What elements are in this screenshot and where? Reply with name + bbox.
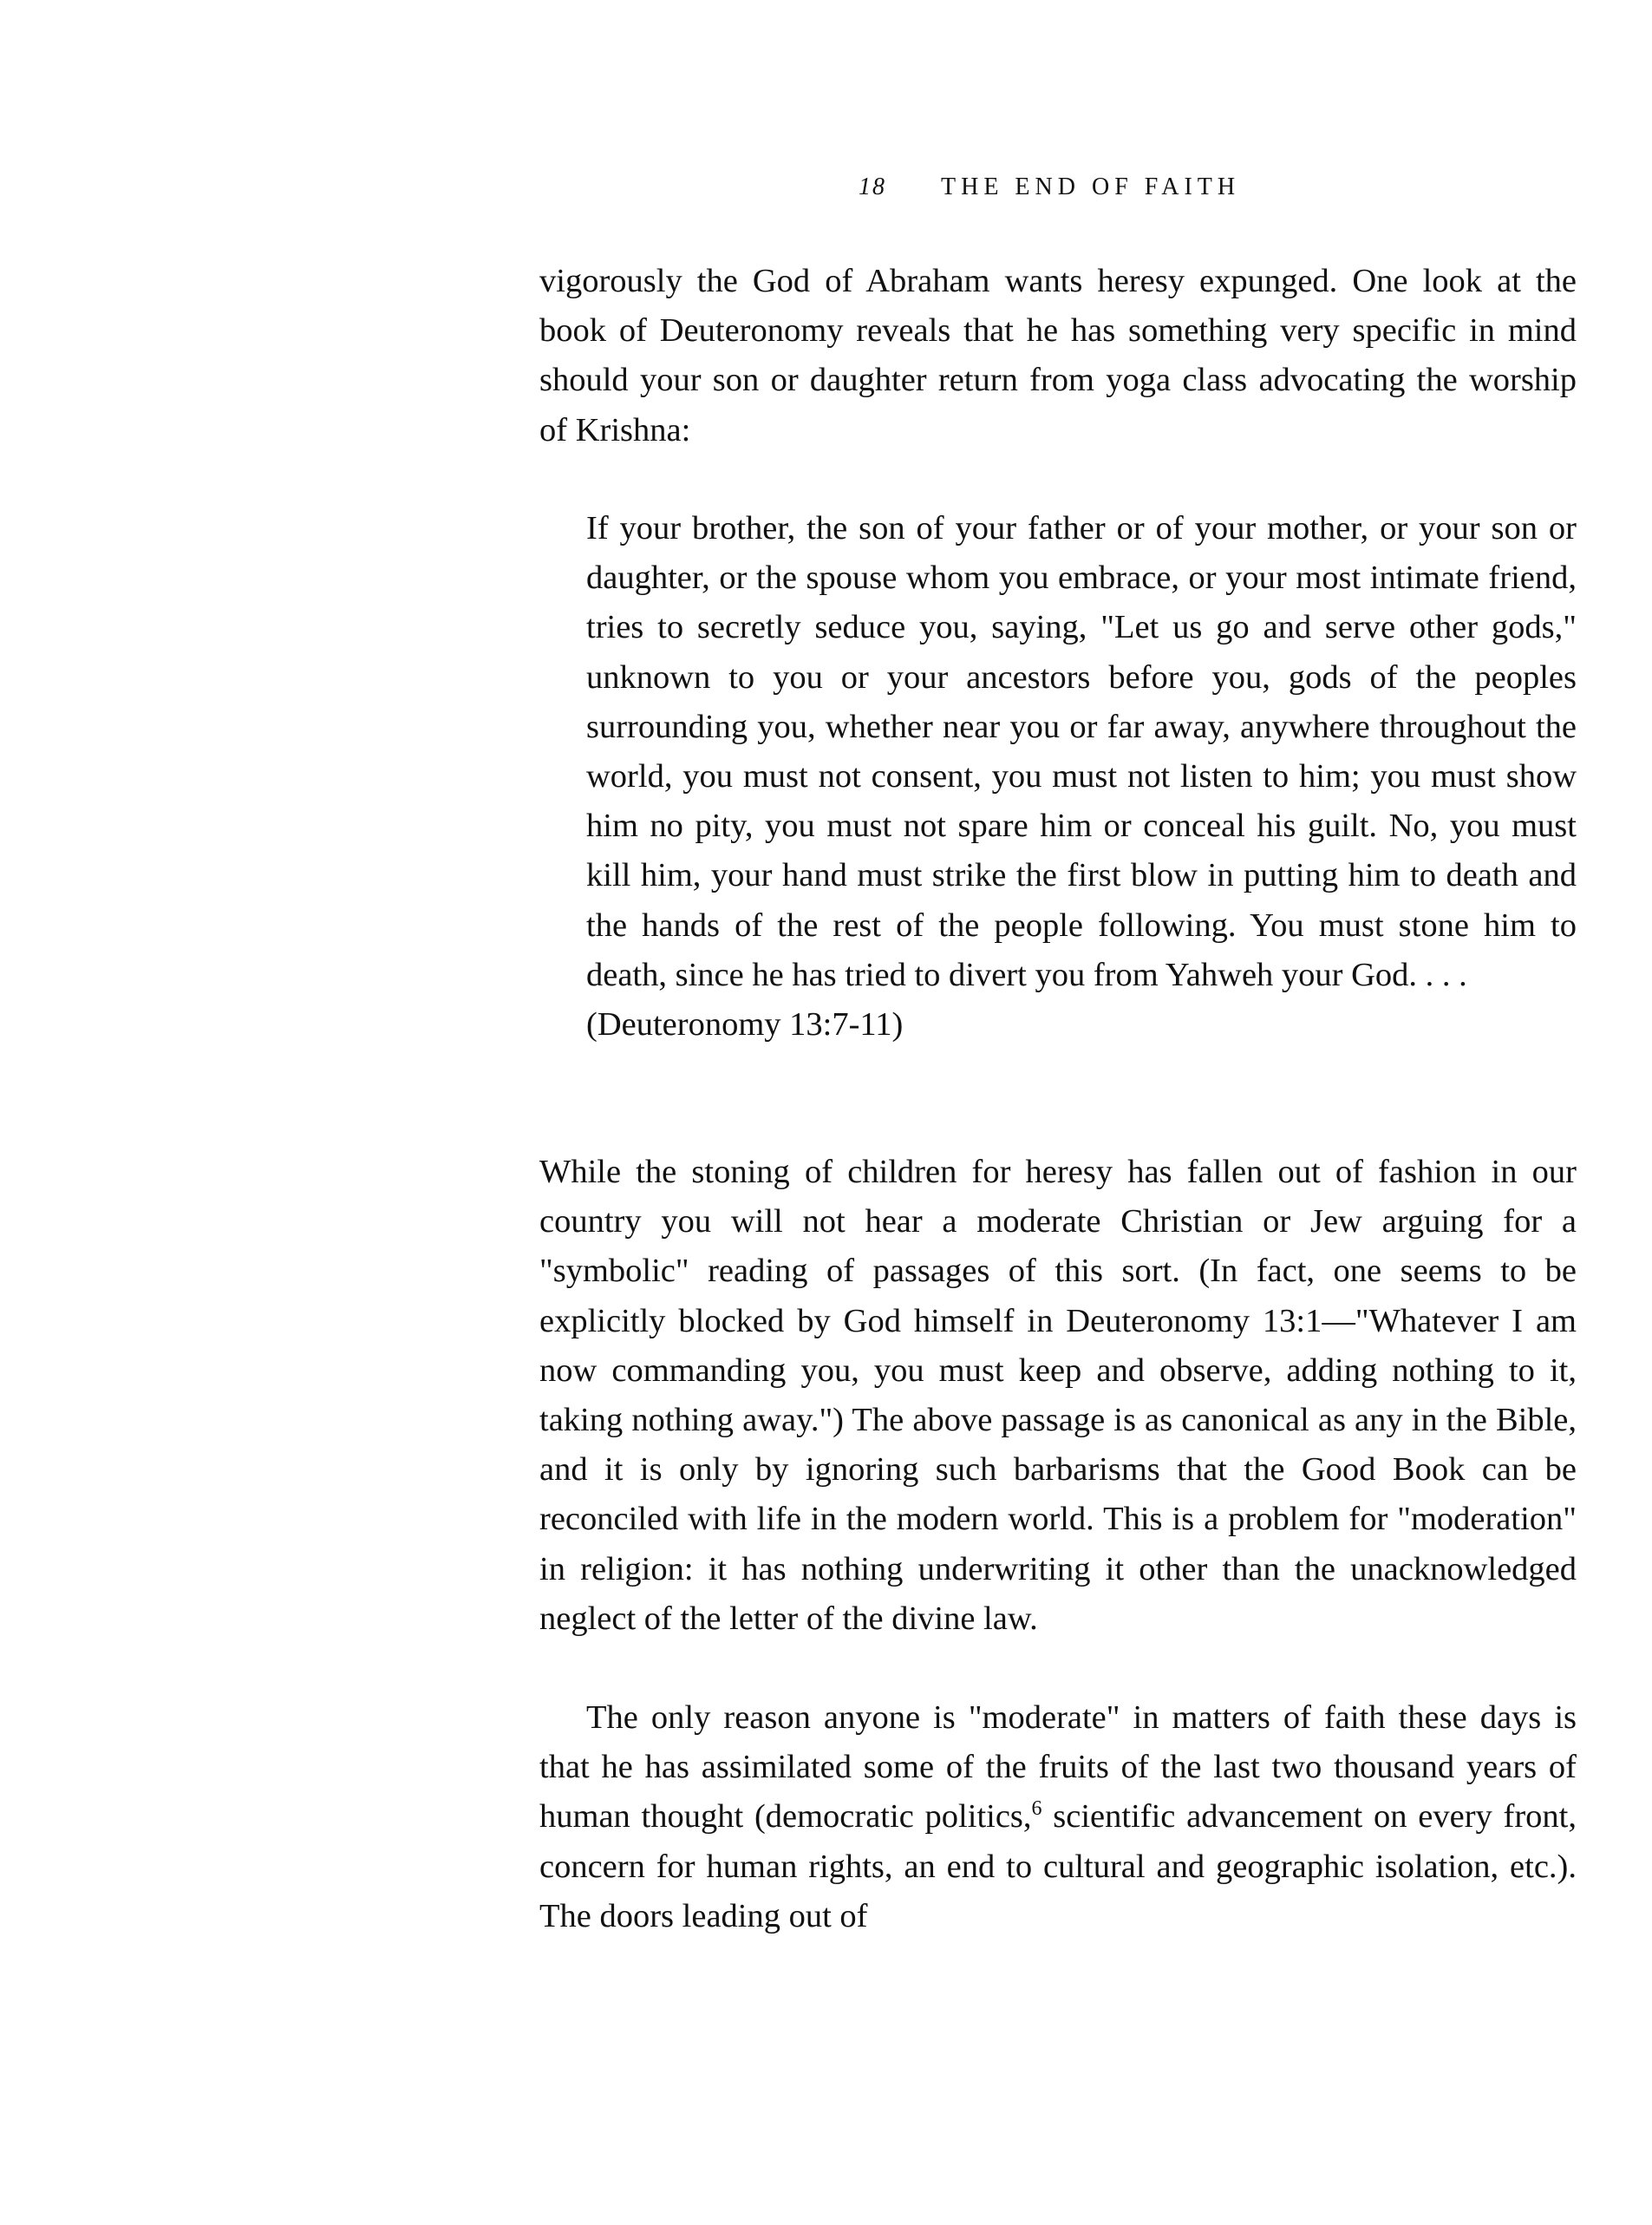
paragraph-text-before-note: The only reason anyone is "moderate" in matters of faith these days is that he has assimilated some of the fruits of the last two thousand years of human thought (democratic politics, [539,1699,1577,1836]
book-title: THE END OF FAITH [941,173,1241,200]
paragraph-text: vigorously the God of Abraham wants heresy expunged. One look at the book of Deuteronomy reveals that he has something very specific in mind should your son or daughter return from yoga class advocating the worship of Krishna: [539,263,1577,448]
block-quote [586,504,1577,1050]
page-number: 18 [859,173,886,200]
quote-body: If your brother, the son of your father or of your mother, or your son or daughter, or the spouse whom you embrace, or your most intimate friend, tries to secretly seduce you, saying, "Let us go and serve other gods," unknown to you or your ancestors before you, gods of the peoples surrounding you, whether near you or far away, anywhere throughout the world, you must not consent, you must not listen to him; you must show him no pity, you must not spare him or conceal his guilt. No, you must kill him, your hand must strike the first blow in putting him to death and the hands of the rest of the people following. You must stone him to death, since he has tried to divert you from Yahweh your God. . . . [586,510,1577,993]
body-paragraph-2 [539,1148,1577,1644]
paragraph-text: While the stoning of children for heresy has fallen out of fashion in our country you will not hear a moderate Christian or Jew arguing for a "symbolic" reading of passages of this sort. (In fact, one seems to be explicitly blocked by God himself in Deuteronomy 13:1—"Whatever I am now commanding you, you must keep and observe, adding nothing to it, taking nothing away.") The above passage is as canonical as any in the Bible, and it is only by ignoring such barbarisms that the Good Book can be reconciled with life in the modern world. This is a problem for "moderation" in religion: it has nothing underwriting it other than the unacknowledged neglect of the letter of the divine law. [539,1154,1577,1637]
quote-citation: (Deuteronomy 13:7-11) [586,1006,904,1044]
body-paragraph-1 [539,257,1577,455]
paragraph-text [539,1693,1577,1941]
paragraph-text-after-note: scientific advancement on every front, concern for human rights, an end to cultural and geographic isolation, etc.). The doors leading out of [539,1798,1577,1934]
quote-text [586,504,1577,1050]
body-paragraph-3 [539,1693,1577,1941]
footnote-marker[interactable]: 6 [1031,1797,1042,1821]
